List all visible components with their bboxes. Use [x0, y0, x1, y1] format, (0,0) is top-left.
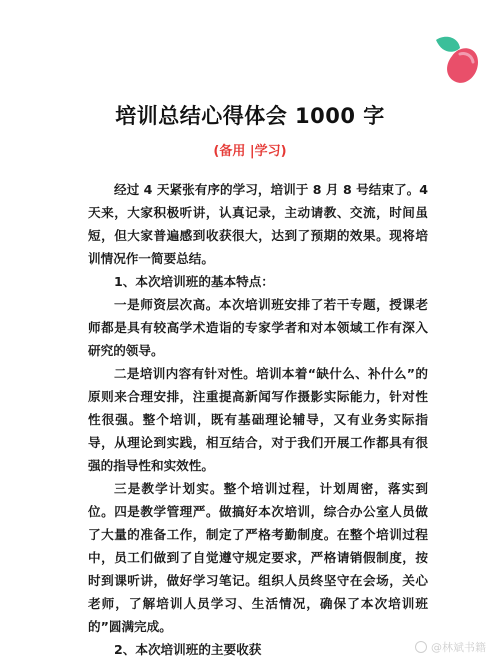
brand-circle-icon [415, 641, 427, 653]
section-heading-gains: 2、本次培训班的主要收获 [114, 642, 262, 657]
document-title: 培训总结心得体会 1000 字 [115, 104, 385, 128]
leaf-candy-icon [430, 32, 482, 90]
paragraph-feature-2: 二是培训内容有针对性。培训本着“缺什么、补什么”的原则来合理安排，注重提高新闻写作摄影实际能力，针对性性很强。整个培训，既有基础理论辅导，又有业务实际指导，从理论到实践，相互结合，对于我们开展工作都具有很强的指导性和实效性。 [88, 366, 428, 473]
document-body [88, 178, 428, 661]
paragraph-intro: 经过 4 天紧张有序的学习，培训于 8 月 8 号结束了。4 天来，大家积极听讲，认真记录，主动请教、交流，时间虽短，但大家普遍感到收获很大，达到了预期的效果。现将培训情况作一简要总结。 [88, 182, 428, 266]
paragraph-feature-3-4: 三是教学计划实。整个培训过程，计划周密，落实到位。四是教学管理严。做搞好本次培训，综合办公室人员做了大量的准备工作，制定了严格考勤制度。在整个培训过程中，员工们做到了自觉遵守规定要求，严格请销假制度，按时到课听讲，做好学习笔记。组织人员终坚守在会场，关心老师，了解培训人员学习、生活情况，确保了本次培训班的”圆满完成。 [88, 481, 428, 634]
document-subtitle: (备用 |学习) [213, 144, 287, 159]
watermark [415, 639, 486, 655]
paragraph-feature-1: 一是师资层次高。本次培训班安排了若干专题，授课老师都是具有较高学术造诣的专家学者和对本领域工作有深入研究的领导。 [88, 297, 428, 358]
section-heading-features: 1、本次培训班的基本特点： [114, 274, 274, 289]
watermark-text: @林斌书籍 [431, 641, 486, 654]
